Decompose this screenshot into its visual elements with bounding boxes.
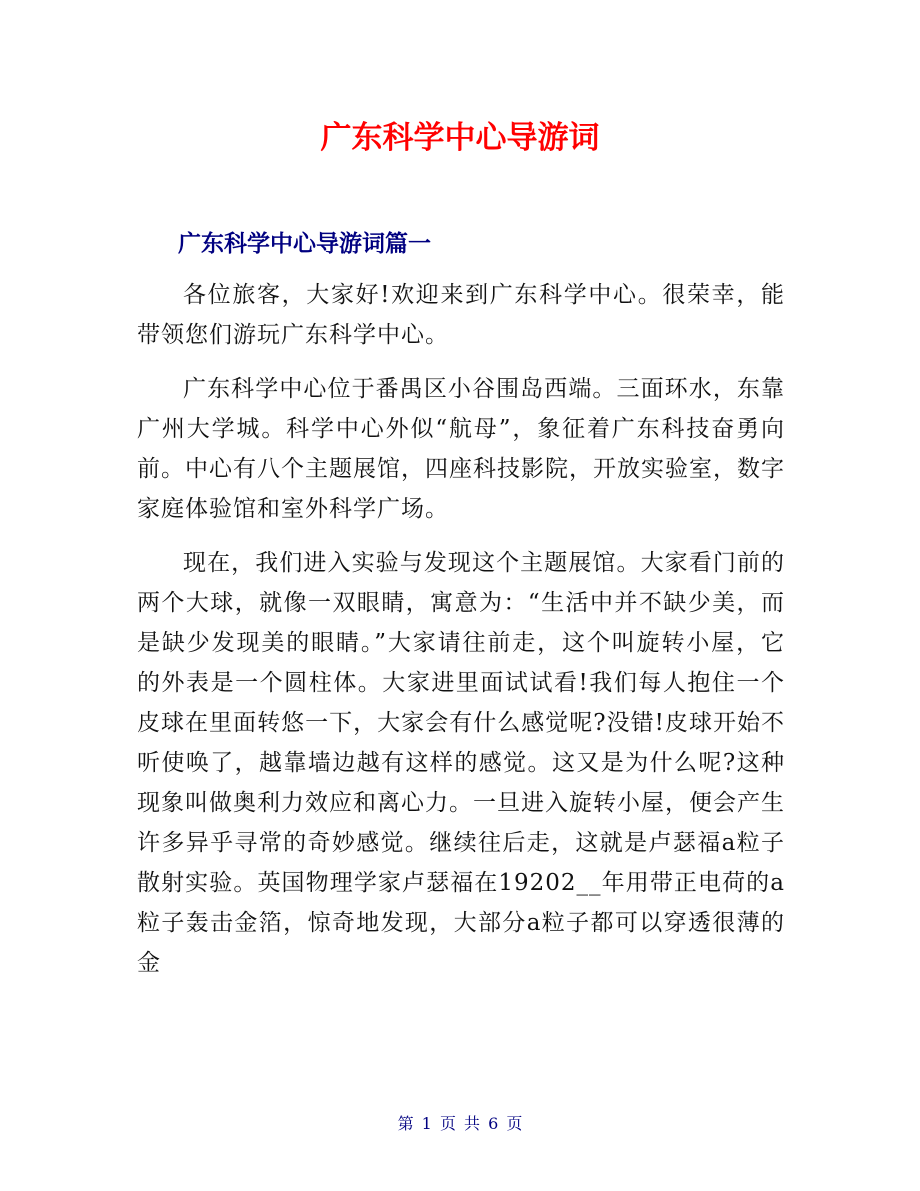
document-title: 广东科学中心导游词	[320, 120, 600, 156]
page-number-footer: 第 1 页 共 6 页	[397, 1114, 523, 1133]
section-heading: 广东科学中心导游词篇一	[178, 231, 431, 257]
paragraph-greeting: 各位旅客，大家好!欢迎来到广东科学中心。很荣幸，能带领您们游玩广东科学中心。	[137, 282, 785, 348]
paragraph-location: 广东科学中心位于番禺区小谷围岛西端。三面环水，东靠广州大学城。科学中心外似“航母”，象征着广东科技奋勇向前。中心有八个主题展馆，四座科技影院，开放实验室，数字家庭体验馆和室外科学广场。	[137, 376, 785, 522]
document-body	[137, 275, 785, 997]
paragraph-exhibit: 现在，我们进入实验与发现这个主题展馆。大家看门前的两个大球，就像一双眼睛，寓意为：“生活中并不缺少美，而是缺少发现美的眼睛。”大家请往前走，这个叫旋转小屋，它的外表是一个圆柱体。大家进里面试试看!我们每人抱住一个皮球在里面转悠一下，大家会有什么感觉呢?没错!皮球开始不听使唤了，越靠墙边越有这样的感觉。这又是为什么呢?这种现象叫做奥利力效应和离心力。一旦进入旋转小屋，便会产生许多异乎寻常的奇妙感觉。继续往后走，这就是卢瑟福a粒子散射实验。英国物理学家卢瑟福在19202__年用带正电荷的a粒子轰击金箔，惊奇地发现，大部分a粒子都可以穿透很薄的金	[137, 550, 785, 976]
